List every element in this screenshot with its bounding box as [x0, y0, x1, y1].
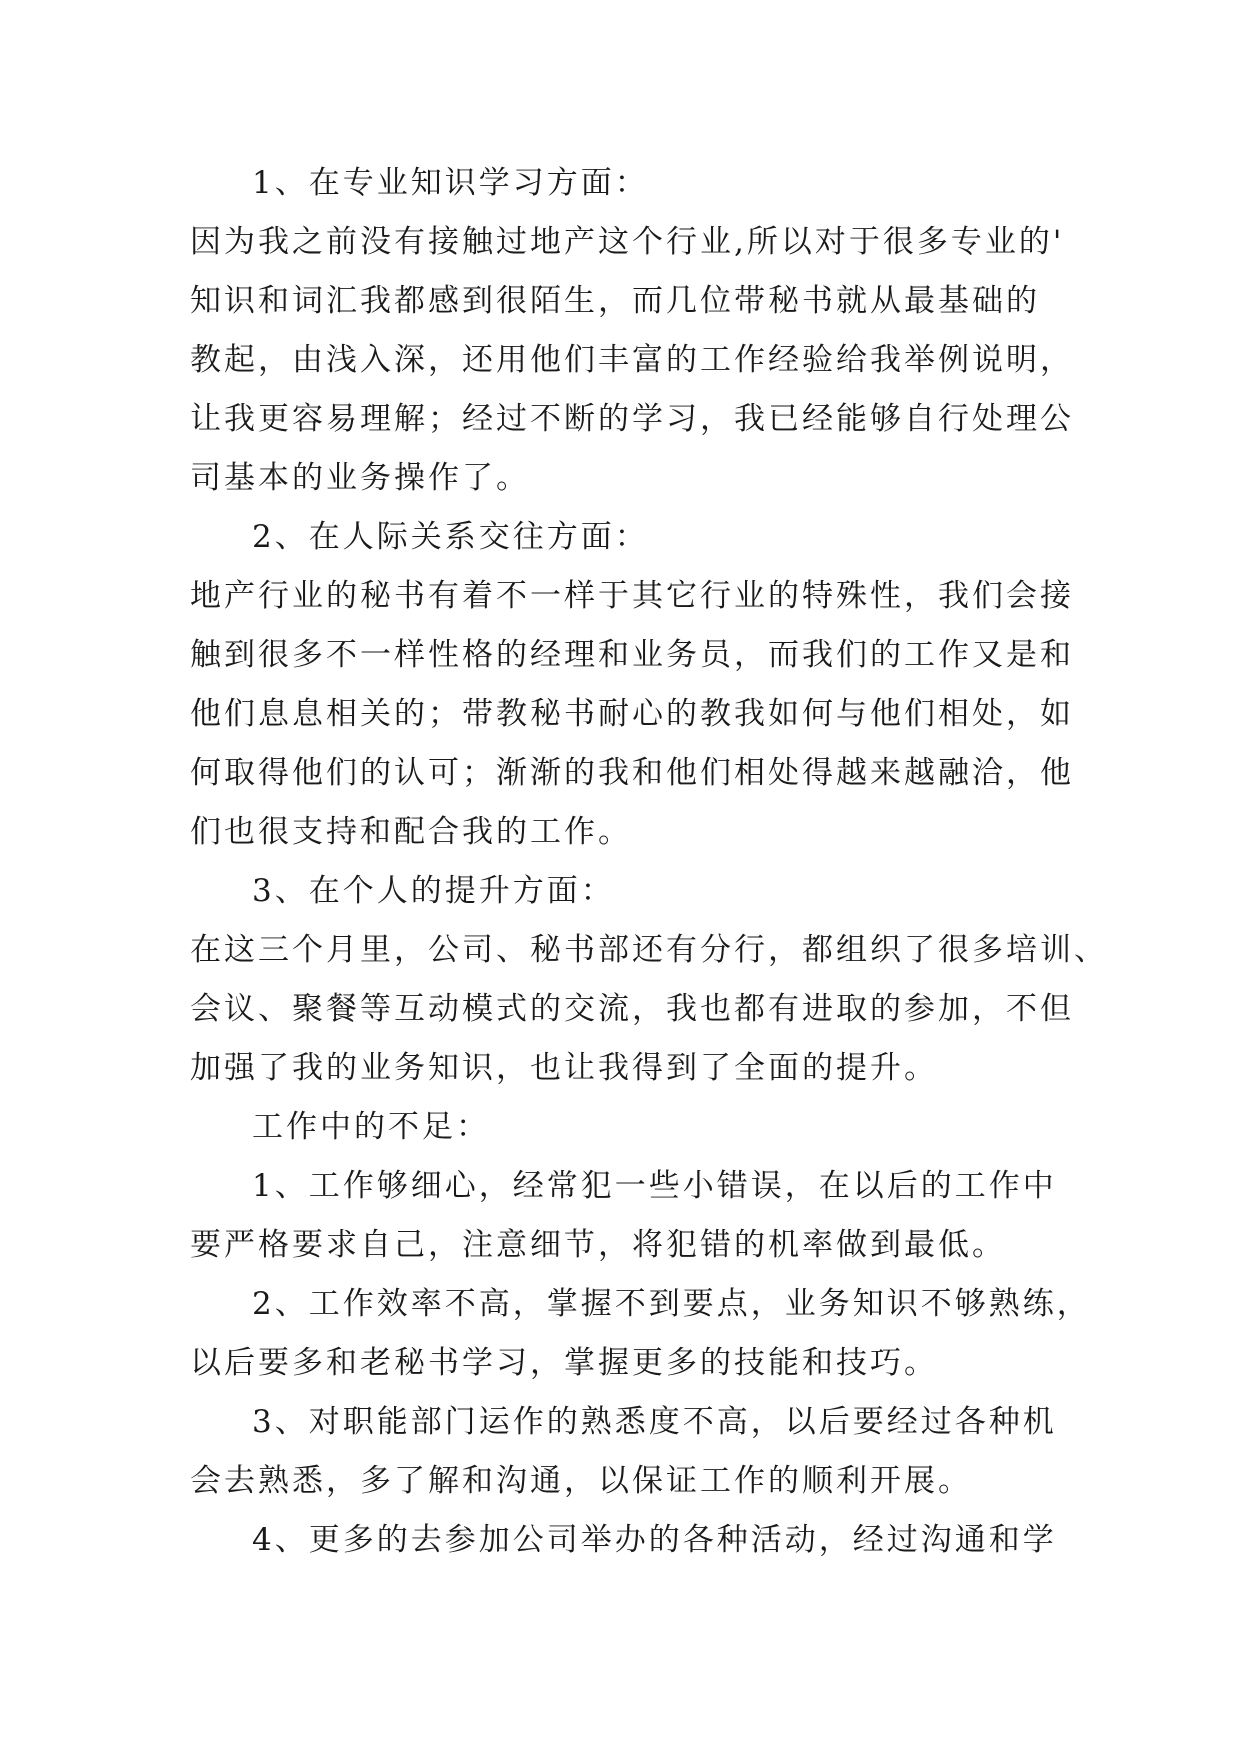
paragraph-line: 何取得他们的认可；渐渐的我和他们相处得越来越融洽，他: [190, 755, 1074, 791]
paragraph-line: 触到很多不一样性格的经理和业务员，而我们的工作又是和: [190, 637, 1074, 673]
section-heading-professional-knowledge: 1、在专业知识学习方面：: [252, 165, 649, 201]
paragraph-line: 要严格要求自己，注意细节，将犯错的机率做到最低。: [190, 1227, 1006, 1263]
paragraph-line: 教起，由浅入深，还用他们丰富的工作经验给我举例说明，: [190, 342, 1074, 378]
paragraph-line: 让我更容易理解；经过不断的学习，我已经能够自行处理公: [190, 401, 1074, 437]
paragraph-line: 因为我之前没有接触过地产这个行业,所以对于很多专业的': [190, 224, 1065, 260]
list-item-line: 3、对职能部门运作的熟悉度不高，以后要经过各种机: [252, 1404, 1057, 1440]
paragraph-line: 们也很支持和配合我的工作。: [190, 814, 632, 850]
paragraph-line: 知识和词汇我都感到很陌生，而几位带秘书就从最基础的: [190, 283, 1040, 319]
paragraph-line: 会去熟悉，多了解和沟通，以保证工作的顺利开展。: [190, 1463, 972, 1499]
section-heading-interpersonal: 2、在人际关系交往方面：: [252, 519, 649, 555]
list-item-line: 2、工作效率不高，掌握不到要点，业务知识不够熟练，: [252, 1286, 1091, 1322]
paragraph-line: 他们息息相关的；带教秘书耐心的教我如何与他们相处，如: [190, 696, 1074, 732]
paragraph-line: 以后要多和老秘书学习，掌握更多的技能和技巧。: [190, 1345, 938, 1381]
paragraph-line: 司基本的业务操作了。: [190, 460, 530, 496]
section-heading-shortcomings: 工作中的不足：: [252, 1109, 490, 1145]
document-body: [190, 154, 1108, 1570]
paragraph-line: 在这三个月里，公司、秘书部还有分行，都组织了很多培训、: [190, 932, 1108, 968]
section-heading-personal-growth: 3、在个人的提升方面：: [252, 873, 615, 909]
paragraph-line: 会议、聚餐等互动模式的交流，我也都有进取的参加，不但: [190, 991, 1074, 1027]
list-item-line: 4、更多的去参加公司举办的各种活动，经过沟通和学: [252, 1522, 1057, 1558]
list-item-line: 1、工作够细心，经常犯一些小错误，在以后的工作中: [252, 1168, 1057, 1204]
paragraph-line: 加强了我的业务知识，也让我得到了全面的提升。: [190, 1050, 938, 1086]
paragraph-line: 地产行业的秘书有着不一样于其它行业的特殊性，我们会接: [190, 578, 1074, 614]
